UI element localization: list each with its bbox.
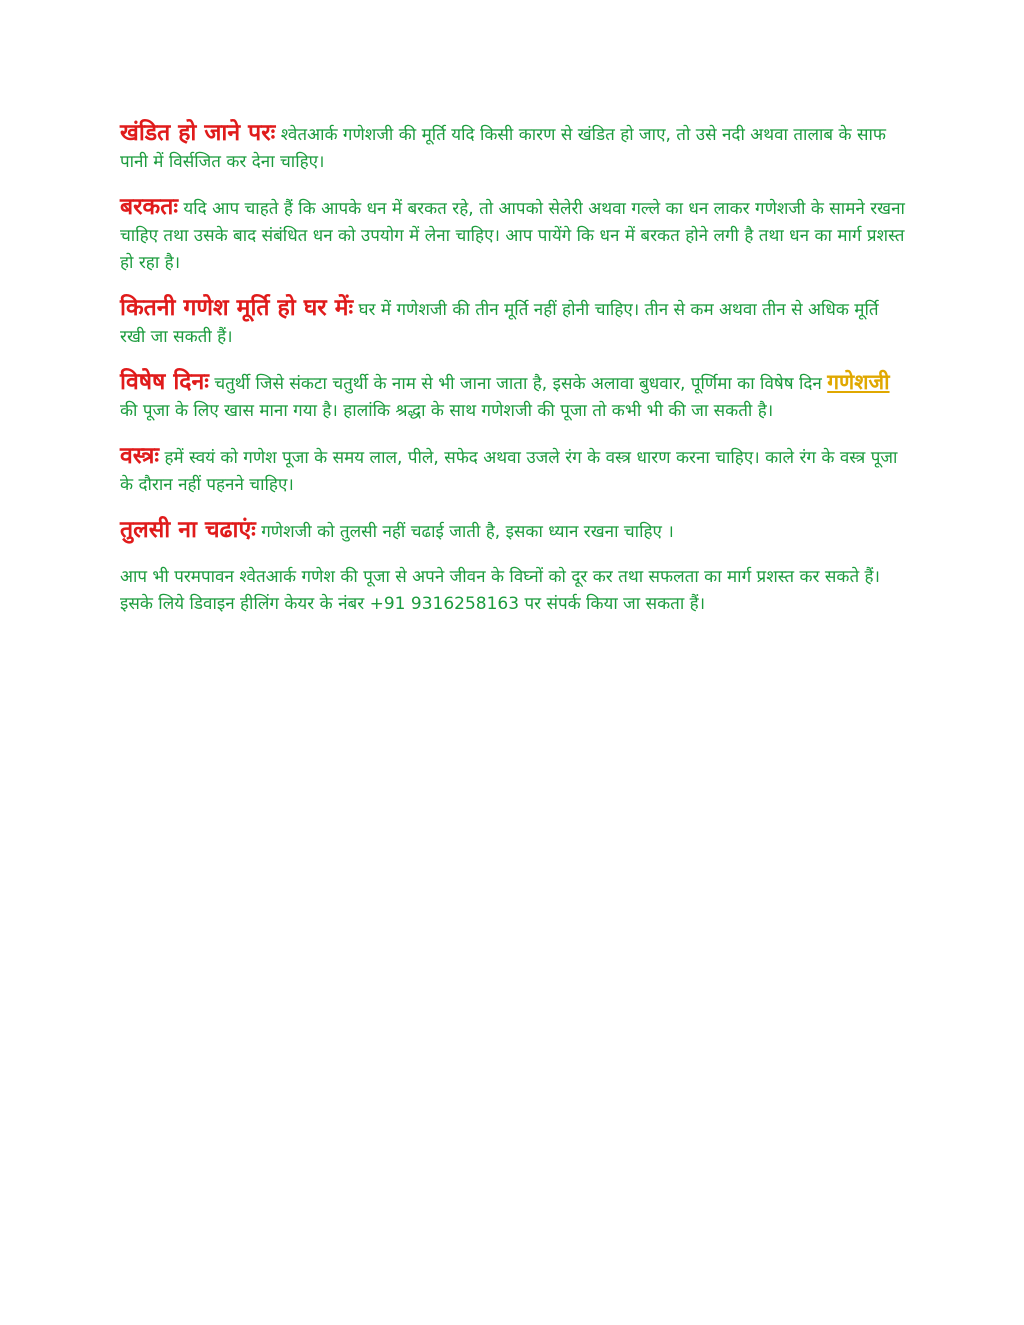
ganeshji-link[interactable]: गणेशजी [827, 370, 890, 394]
section-special-day [120, 369, 906, 425]
document-page [120, 120, 906, 636]
section-heading: बरकतः [120, 194, 178, 220]
section-text: चतुर्थी जिसे संकटा चतुर्थी के नाम से भी जाना जाता है, इसके अलावा बुधवार, पूर्णिमा का विषेष दिन [208, 374, 828, 394]
section-prosperity [120, 194, 906, 277]
section-text: श्वेतआर्क गणेशजी की मूर्ति यदि किसी कारण से खंडित हो जाए, तो उसे नदी अथवा तालाब के साफ पानी में विर्सजित कर देना चाहिए। [120, 125, 886, 172]
section-tulsi [120, 517, 906, 546]
section-text: हमें स्वयं को गणेश पूजा के समय लाल, पीले, सफेद अथवा उजले रंग के वस्त्र धारण करना चाहिए। काले रंग के वस्त्र पूजा के दौरान नहीं पहनने चाहिए। [120, 448, 898, 495]
section-text: घर में गणेशजी की तीन मूर्ति नहीं होनी चाहिए। तीन से कम अथवा तीन से अधिक मूर्ति रखी जा सकती हैं। [120, 300, 879, 347]
section-clothing [120, 443, 906, 499]
closing-paragraph [120, 564, 906, 618]
section-heading: वस्त्रः [120, 443, 160, 469]
closing-text: आप भी परमपावन श्वेतआर्क गणेश की पूजा से अपने जीवन के विघ्नों को दूर कर तथा सफलता का मार्ग प्रशस्त कर सकते हैं। इसके लिये डिवाइन हीलिंग केयर के नंबर +91 9316258163 पर संपर्क किया जा सकता हैं। [120, 567, 881, 614]
section-heading: तुलसी ना चढाएंः [120, 517, 256, 543]
section-heading: विषेष दिनः [120, 369, 209, 395]
section-text: की पूजा के लिए खास माना गया है। हालांकि श्रद्धा के साथ गणेशजी की पूजा तो कभी भी की जा सकती है। [120, 401, 774, 421]
section-idol-count [120, 295, 906, 351]
section-text: गणेशजी को तुलसी नहीं चढाई जाती है, इसका ध्यान रखना चाहिए । [255, 522, 674, 542]
section-text: यदि आप चाहते हैं कि आपके धन में बरकत रहे, तो आपको सेलेरी अथवा गल्ले का धन लाकर गणेशजी के सामने रखना चाहिए तथा उसके बाद संबंधित धन को उपयोग में लेना चाहिए। आप पायेंगे कि धन में बरकत होने लगी है तथा धन का मार्ग प्रशस्त हो रहा है। [120, 199, 905, 273]
section-heading: कितनी गणेश मूर्ति हो घर मेंः [120, 295, 354, 321]
section-broken-idol [120, 120, 906, 176]
section-heading: खंडित हो जाने परः [120, 120, 276, 146]
